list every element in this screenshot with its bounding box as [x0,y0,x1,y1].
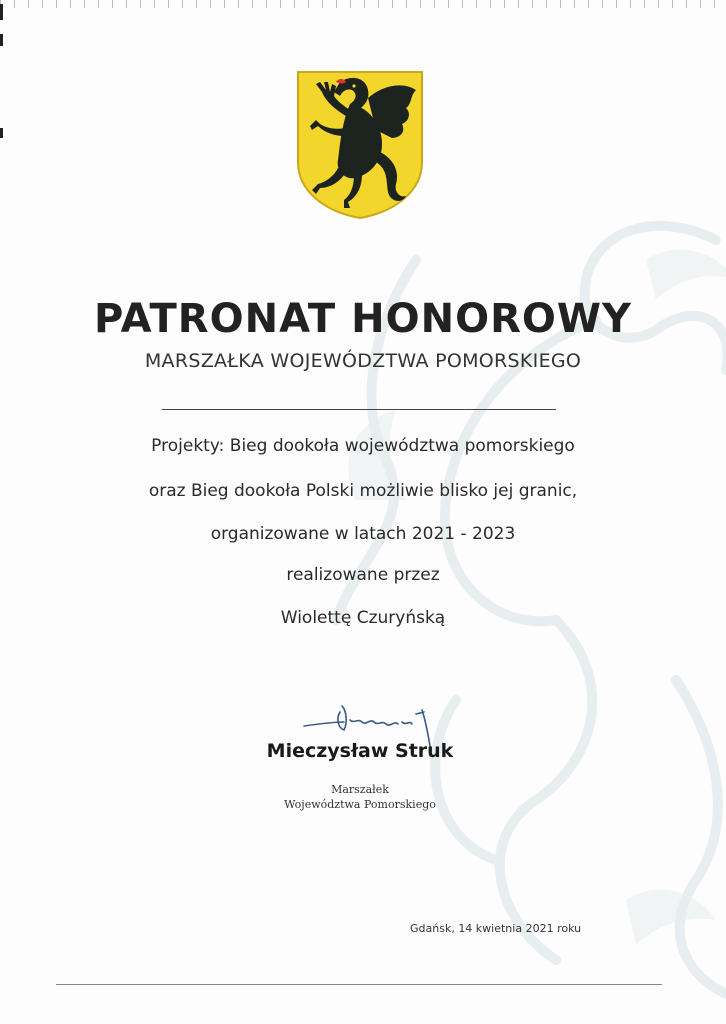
griffin-coat-of-arms-icon [296,70,424,220]
body-text-line: realizowane przez [286,565,440,585]
recipient-name: Wiolettę Czuryńską [280,608,446,628]
body-text-line: organizowane w latach 2021 - 2023 [210,524,516,544]
signer-role: Marszałek [331,783,389,796]
divider-line [162,409,556,410]
signer-name: Mieczysław Struk [266,740,454,762]
body-text-line: oraz Bieg dookoła Polski możliwie blisko jej granic, [148,481,578,501]
certificate-subtitle: MARSZAŁKA WOJEWÓDZTWA POMORSKIEGO [144,350,582,372]
scan-left-mark [0,4,3,20]
signer-role: Województwa Pomorskiego [284,798,436,811]
scan-left-mark [0,128,3,138]
certificate-title: PATRONAT HONOROWY [94,296,632,342]
scan-left-mark [0,34,3,46]
body-text-line: Projekty: Bieg dookoła województwa pomorskiego [151,436,575,456]
place-and-date: Gdańsk, 14 kwietnia 2021 roku [410,922,582,935]
scan-edge-marks [0,0,726,8]
bottom-line [56,984,662,985]
